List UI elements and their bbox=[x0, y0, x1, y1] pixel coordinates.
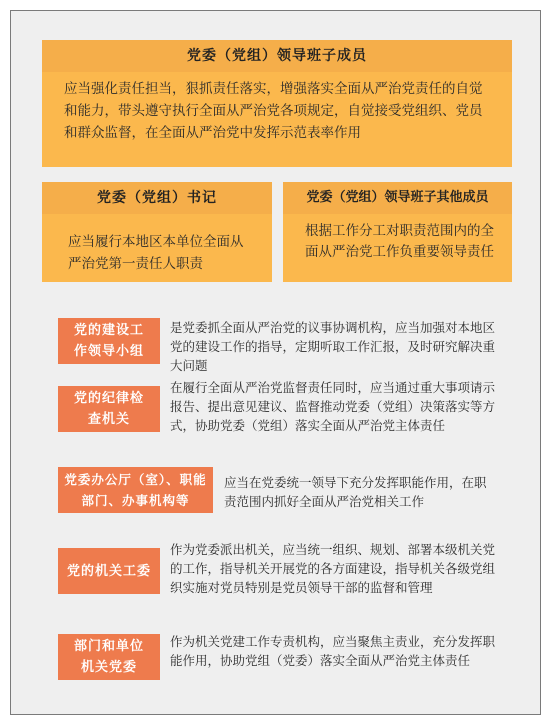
desc-discipline-organ-text: 在履行全面从严治党监督责任同时，应当通过重大事项请示报告、提出意见建议、监督推动党委（党组）决策落实等方式，协助党委（党组）落实全面从严治党主体责任 bbox=[170, 380, 496, 433]
tag-organ-working-committee-label: 党的机关工委 bbox=[66, 563, 151, 579]
tag-party-office-label: 党委办公厅（室）、职能部门、办事机构等 bbox=[64, 472, 207, 508]
desc-organ-working-committee-text: 作为党委派出机关，应当统一组织、规划、部署本级机关党的工作，指导机关开展党的各方面建设，指导机关各级党组织实施对党员特别是党员领导干部的监督和管理 bbox=[170, 542, 496, 595]
right-text: 根据工作分工对职责范围内的全面从严治党工作负重要领导责任 bbox=[305, 223, 494, 260]
tag-department-committee-label: 部门和单位机关党委 bbox=[73, 639, 144, 675]
desc-department-committee bbox=[170, 632, 495, 670]
left-body bbox=[42, 214, 272, 282]
desc-department-committee-text: 作为机关党建工作专责机构，应当聚焦主责业，充分发挥职能作用，协助党组（党委）落实全面从严治党主体责任 bbox=[170, 634, 496, 668]
left-header bbox=[42, 182, 272, 214]
left-text: 应当履行本地区本单位全面从严治党第一责任人职责 bbox=[68, 234, 244, 272]
top-body bbox=[42, 72, 512, 167]
tag-organ-working-committee bbox=[58, 548, 160, 594]
top-text: 应当强化责任担当，狠抓责任落实，增强落实全面从严治党责任的自觉和能力，带头遵守执行全面从严治党各项规定，自觉接受党组织、党员和群众监督，在全面从严治党中发挥示范表率作用 bbox=[64, 81, 483, 141]
top-title: 党委（党组）领导班子成员 bbox=[187, 48, 367, 64]
right-title: 党委（党组）领导班子其他成员 bbox=[306, 190, 489, 205]
tag-discipline-organ bbox=[58, 386, 160, 432]
tag-leading-group-label: 党的建设工作领导小组 bbox=[73, 323, 144, 359]
right-body bbox=[283, 214, 512, 282]
tag-department-committee bbox=[58, 634, 160, 680]
top-header bbox=[42, 40, 512, 72]
desc-leading-group-text: 是党委抓全面从严治党的议事协调机构，应当加强对本地区党的建设工作的指导，定期听取工作汇报，及时研究解决重大问题 bbox=[170, 320, 496, 373]
desc-party-office-text: 应当在党委统一领导下充分发挥职能作用，在职责范围内抓好全面从严治党相关工作 bbox=[224, 475, 487, 509]
tag-party-office bbox=[58, 467, 213, 513]
desc-party-office bbox=[224, 473, 496, 511]
tag-leading-group bbox=[58, 318, 160, 364]
tag-discipline-organ-label: 党的纪律检查机关 bbox=[73, 391, 144, 427]
desc-organ-working-committee bbox=[170, 540, 495, 597]
desc-discipline-organ bbox=[170, 378, 495, 435]
left-title: 党委（党组）书记 bbox=[97, 190, 217, 206]
desc-leading-group bbox=[170, 318, 495, 375]
right-header bbox=[283, 182, 512, 214]
